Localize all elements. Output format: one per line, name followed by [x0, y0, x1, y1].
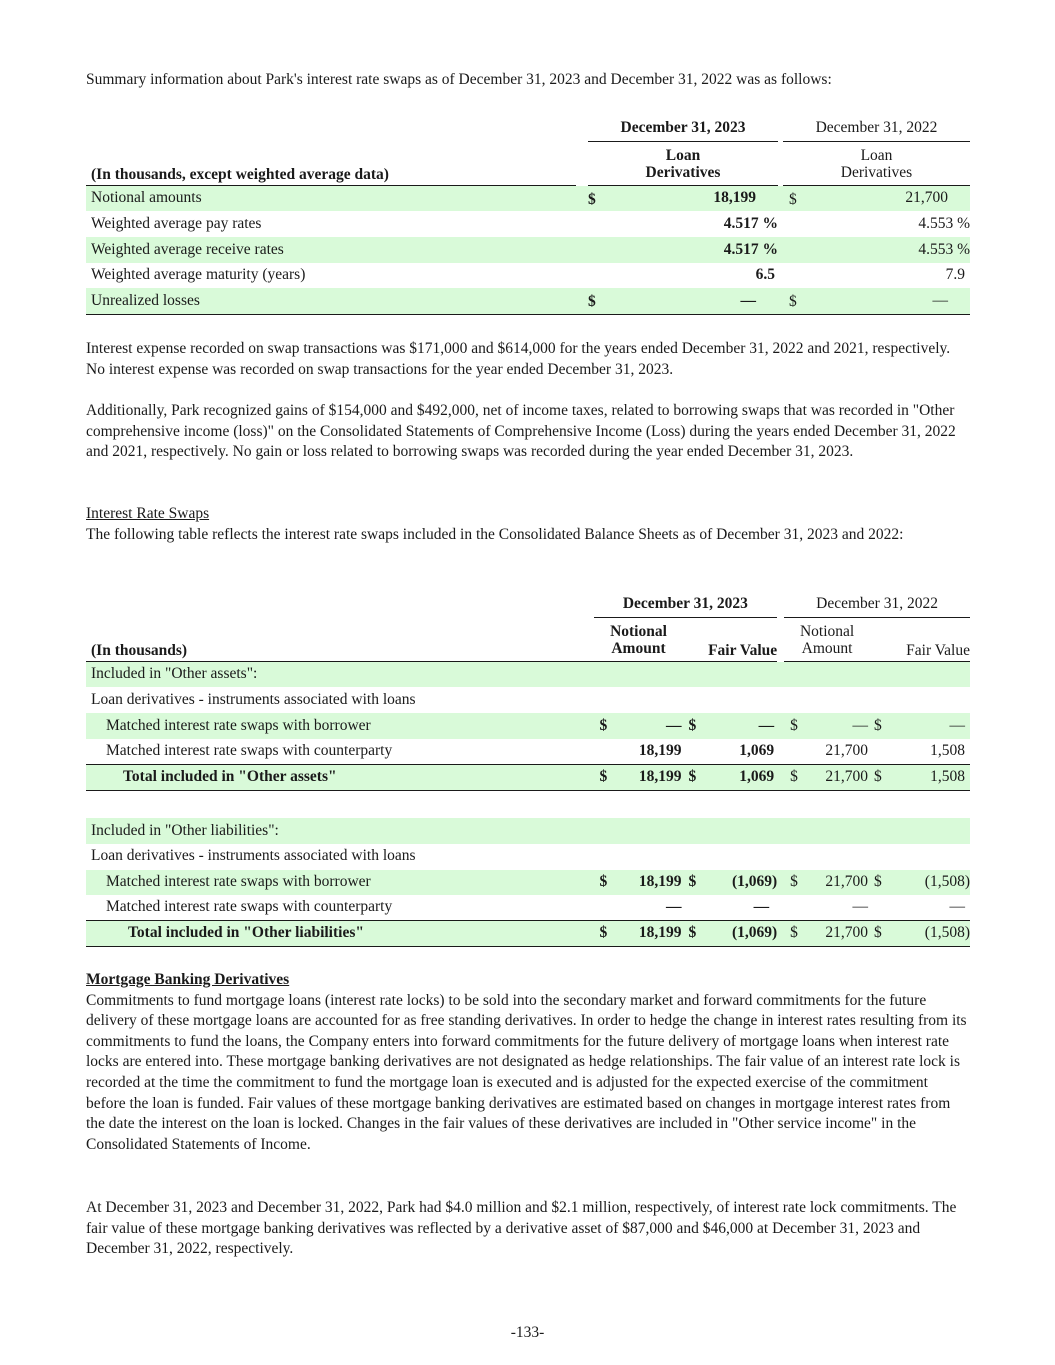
rate-lock-paragraph: At December 31, 2023 and December 31, 2022, Park had $4.0 million and $2.1 million, respectively, of interest rate lock commitments. The fair value of these mortgage banking derivatives was reflected by a derivative asset of $87,000 and $46,000 at December 31, 2023 and December 31, 2022, respectively.: [86, 1199, 957, 1258]
year-2022-header: December 31, 2022: [783, 116, 970, 142]
table-row: Included in "Other assets":: [86, 662, 970, 688]
gains-paragraph: Additionally, Park recognized gains of $154,000 and $492,000, net of income taxes, related to borrowing swaps that was recorded in "Other comprehensive income (loss)" on the Consolidated Statements of Comprehensive Income (Loss) during the years ended December 31, 2022 and 2021, respectively. No gain or loss related to borrowing swaps was recorded during the year ended December 31, 2023.: [86, 402, 956, 461]
table-row: Matched interest rate swaps with borrower $ 18,199 $ (1,069) $ 21,700 $ (1,508): [86, 870, 970, 896]
table-total-row: Total included in "Other assets" $ 18,199 $ 1,069 $ 21,700 $ 1,508: [86, 764, 970, 790]
table-row: Matched interest rate swaps with counterparty — — — —: [106, 898, 965, 916]
col-header-2022: Loan Derivatives: [783, 142, 970, 186]
irs-section-title: Interest Rate Swaps: [86, 505, 210, 522]
table-row: Loan derivatives - instruments associated with loans: [91, 847, 416, 865]
t2-row-header: (In thousands): [86, 618, 594, 662]
table-row: Notional amounts $ 18,199 $ 21,700: [86, 186, 970, 212]
t2-year-2022-header: December 31, 2022: [784, 592, 970, 618]
table-row: Unrealized losses $ — $ —: [86, 288, 970, 314]
table-row: Matched interest rate swaps with borrower $ — $ — $ — $ —: [86, 713, 970, 739]
t2-fair-value-2023-header: Fair Value: [683, 618, 777, 662]
year-2023-header: December 31, 2023: [588, 116, 778, 142]
mbd-section-text: Commitments to fund mortgage loans (interest rate locks) to be sold into the secondary market and forward commitments for the future delivery of these mortgage loans are accounted for as free standing derivatives. In order to hedge the change in interest rates resulting from its commitments to fund the loans, the Company enters into forward commitments for the future delivery of mortgage loans when interest rate locks are entered into. These mortgage banking derivatives are not designated as hedge relationships. The fair value of an interest rate lock is recorded at the time the commitment to fund the mortgage loan is executed and is adjusted for the expected exercise of the commitment before the loan is funded. Fair values of these mortgage banking derivatives are estimated based on changes in mortgage interest rates from the date the interest on the loan is locked. Changes in the fair values of these derivatives are included in "Other service income" in the Consolidated Statements of Income.: [86, 991, 967, 1153]
mbd-section-title: Mortgage Banking Derivatives: [86, 971, 290, 988]
t2-fair-value-2022-header: Fair Value: [870, 618, 970, 662]
page-number: -133-: [510, 1324, 545, 1341]
intro-paragraph: Summary information about Park's interest rate swaps as of December 31, 2023 and December 31, 2022 was as follows:: [86, 71, 832, 88]
table-row: Included in "Other liabilities":: [86, 818, 970, 844]
table-row: Weighted average pay rates 4.517 % 4.553 %: [91, 214, 970, 232]
interest-expense-paragraph: Interest expense recorded on swap transactions was $171,000 and $614,000 for the years ended December 31, 2022 and 2021, respectively. No interest expense was recorded on swap transactions for the year ended December 31, 2023.: [86, 340, 951, 378]
t2-year-2023-header: December 31, 2023: [594, 592, 778, 618]
irs-section-text: The following table reflects the interest rate swaps included in the Consolidated Balance Sheets as of December 31, 2023 and 2022:: [86, 525, 904, 543]
table-row: Matched interest rate swaps with counterparty 18,199 1,069 21,700 1,508: [106, 742, 965, 760]
interest-rate-swaps-table: [86, 592, 970, 947]
t2-notional-2022-header: Notional Amount: [784, 618, 870, 662]
table-row: Loan derivatives - instruments associated with loans: [91, 690, 416, 708]
irs-section: [86, 504, 971, 545]
row-header: (In thousands, except weighted average data): [86, 142, 576, 186]
table-row: Weighted average receive rates 4.517 % 4.553 %: [86, 237, 970, 263]
swap-summary-table: [86, 116, 970, 315]
table-total-row: Total included in "Other liabilities" $ 18,199 $ (1,069) $ 21,700 $ (1,508): [86, 921, 970, 947]
t2-notional-2023-header: Notional Amount: [594, 618, 684, 662]
table-row: Weighted average maturity (years) 6.5 7.9: [91, 266, 965, 284]
col-header-2023: Loan Derivatives: [588, 142, 778, 186]
mbd-section: [86, 970, 971, 1155]
